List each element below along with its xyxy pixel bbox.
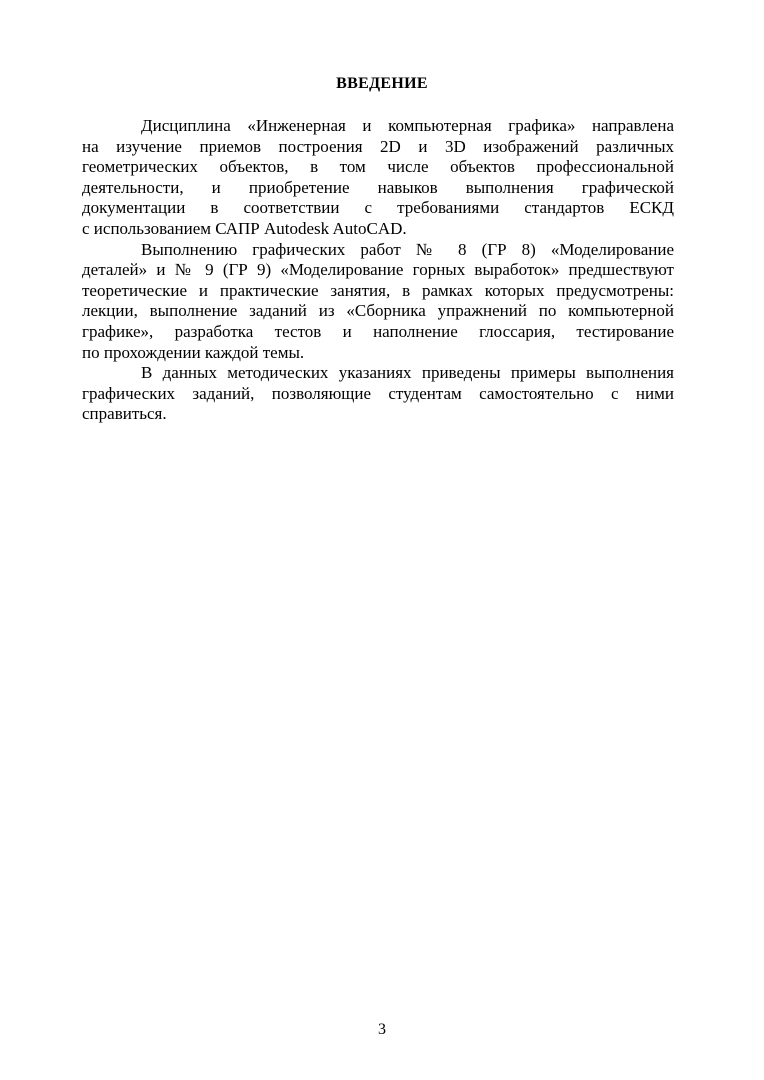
text-line: графике», разработка тестов и наполнение глоссария, тестирование	[82, 321, 674, 341]
text-line: геометрических объектов, в том числе объектов профессиональной	[82, 157, 674, 177]
text-line: на изучение приемов построения 2D и 3D изображений различных	[82, 136, 674, 156]
paragraph-2	[82, 240, 674, 364]
page-number: 3	[378, 1021, 386, 1038]
paragraph-3	[82, 363, 674, 425]
text-line: В данных методических указаниях приведены примеры выполнения	[141, 363, 674, 383]
paragraph-1	[82, 116, 674, 240]
text-line: графических заданий, позволяющие студентам самостоятельно с ними	[82, 383, 674, 403]
text-line: Выполнению графических работ № 8 (ГР 8) «Моделирование	[141, 239, 674, 259]
text-line: документации в соответствии с требованиями стандартов ЕСКД	[82, 198, 674, 218]
page-title: ВВЕДЕНИЕ	[336, 75, 428, 92]
text-line: справиться.	[82, 404, 167, 424]
text-line: теоретические и практические занятия, в рамках которых предусмотрены:	[82, 280, 674, 300]
text-line: Дисциплина «Инженерная и компьютерная графика» направлена	[141, 116, 674, 135]
text-line: деятельности, и приобретение навыков выполнения графической	[82, 177, 674, 197]
text-line: лекции, выполнение заданий из «Сборника упражнений по компьютерной	[82, 301, 674, 321]
body-text	[82, 116, 674, 425]
text-line: деталей» и № 9 (ГР 9) «Моделирование горных выработок» предшествуют	[82, 260, 674, 280]
text-line: по прохождении каждой темы.	[82, 342, 305, 362]
text-line: с использованием САПР Autodesk AutoCAD.	[82, 218, 407, 238]
